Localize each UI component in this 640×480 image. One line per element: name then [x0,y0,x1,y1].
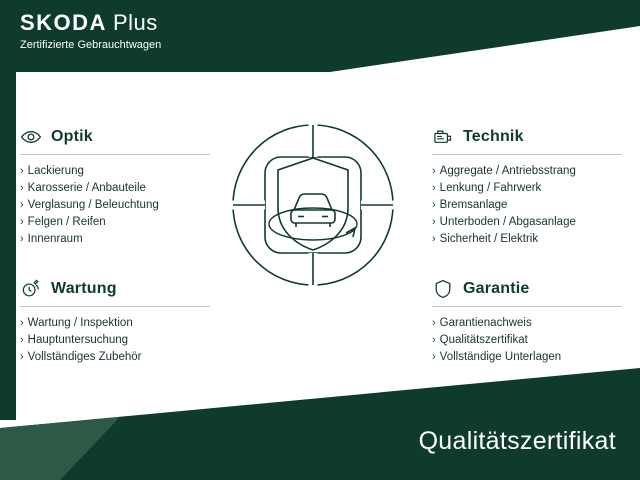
right-column [432,126,622,384]
section-garantie-title: Garantie [463,280,530,297]
section-optik-header [20,126,210,155]
list-item-label: Verglasung / Beleuchtung [27,199,159,211]
list-item [20,349,210,366]
footer-title: Qualitätszertifikat [418,427,616,455]
list-item-label: Vollständige Unterlagen [439,351,562,363]
list-item [432,214,622,231]
list-item [432,231,622,248]
list-item [20,332,210,349]
list-item [432,197,622,214]
section-technik-list [432,163,622,248]
list-item-label: Lenkung / Fahrwerk [439,182,542,194]
brand-name: SKODA [20,10,107,35]
list-item [20,163,210,180]
chevron-icon: › [432,216,436,228]
list-item-label: Vollständiges Zubehör [27,351,142,363]
list-item-label: Karosserie / Anbauteile [27,182,146,194]
chevron-icon: › [432,334,436,346]
service-clock-icon [20,278,42,300]
section-wartung [20,278,210,366]
chevron-icon: › [20,334,24,346]
list-item-label: Unterboden / Abgasanlage [439,216,576,228]
list-item-label: Felgen / Reifen [27,216,106,228]
chevron-icon: › [20,199,24,211]
engine-icon [432,126,454,148]
left-column [20,126,210,384]
list-item-label: Sicherheit / Elektrik [439,233,539,245]
list-item [20,231,210,248]
chevron-icon: › [432,165,436,177]
list-item [20,197,210,214]
list-item-label: Wartung / Inspektion [27,317,133,329]
list-item [20,315,210,332]
list-item-label: Bremsanlage [439,199,508,211]
chevron-icon: › [20,233,24,245]
chevron-icon: › [432,317,436,329]
list-item-label: Innenraum [27,233,83,245]
list-item [432,163,622,180]
section-technik [432,126,622,248]
list-item-label: Hauptuntersuchung [27,334,129,346]
chevron-icon: › [432,233,436,245]
brand-title [20,10,161,36]
eye-icon [20,126,42,148]
chevron-icon: › [20,182,24,194]
chevron-icon: › [432,351,436,363]
chevron-icon: › [20,351,24,363]
brand-tagline: Zertifizierte Gebrauchtwagen [20,39,162,51]
chevron-icon: › [20,165,24,177]
section-wartung-list [20,315,210,366]
car-shield-circle-graphic [228,120,398,290]
section-optik-title: Optik [51,128,93,145]
list-item [432,315,622,332]
section-technik-header [432,126,622,155]
section-wartung-header [20,278,210,307]
chevron-icon: › [432,199,436,211]
section-garantie-list [432,315,622,366]
section-wartung-title: Wartung [51,280,117,297]
list-item [432,180,622,197]
chevron-icon: › [432,182,436,194]
chevron-icon: › [20,317,24,329]
list-item-label: Aggregate / Antriebsstrang [439,165,576,177]
list-item [432,332,622,349]
list-item [20,180,210,197]
section-technik-title: Technik [463,128,524,145]
list-item [432,349,622,366]
shield-icon [432,278,454,300]
left-accent-bar [0,58,16,420]
list-item-label: Qualitätszertifikat [439,334,528,346]
list-item-label: Lackierung [27,165,84,177]
chevron-icon: › [20,216,24,228]
brand-suffix: Plus [112,10,158,35]
section-optik [20,126,210,248]
list-item-label: Garantienachweis [439,317,532,329]
brand-logo [20,10,161,53]
section-optik-list [20,163,210,248]
section-garantie-header [432,278,622,307]
list-item [20,214,210,231]
section-garantie [432,278,622,366]
